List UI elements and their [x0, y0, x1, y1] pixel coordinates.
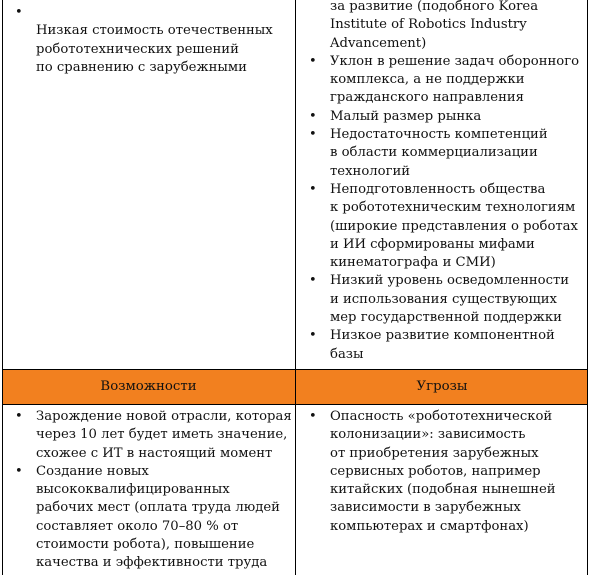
bullet-icon: • [309, 409, 317, 424]
list-item-text: Неподготовленность общества к робототехническим технологиям (широкие представления о роботах и ИИ сформированы мифами кинематографа и СМИ) [330, 181, 578, 271]
list-item [309, 108, 585, 126]
list-item [309, 126, 585, 181]
bullet-icon: • [309, 53, 317, 69]
list-item-text: Недостаточность компетенций в области коммерциализации технологий [330, 127, 548, 179]
opportunities-list [15, 408, 292, 573]
list-item [15, 463, 292, 573]
list-item-text: Создание новых высококвалифицированных рабочих мест (оплата труда людей составляет около 70–80 % от стоимости робота), повышение качества и эффективности труда [36, 463, 280, 571]
list-item [309, 53, 585, 108]
table-border-left [2, 0, 3, 575]
list-item [309, 327, 585, 364]
list-item-text: Зарождение новой отрасли, которая через 10 лет будет иметь значение, схожее с ИТ в настоящий момент [36, 409, 292, 461]
bullet-icon: • [309, 181, 317, 197]
opportunities-cell [15, 408, 292, 573]
strengths-list [15, 4, 291, 77]
list-item-text: Уклон в решение задач оборонного комплекса, а не поддержки гражданского направления [330, 53, 580, 106]
threats-cell [309, 408, 585, 536]
threats-header: Угрозы [416, 379, 468, 394]
table-border-right [587, 0, 588, 575]
list-item-text: Низкий уровень осведомленности и использования существующих мер государственной поддержки [330, 273, 570, 326]
row-divider-bottom-header [2, 404, 588, 405]
list-item-text: Малый размер рынка [330, 108, 482, 124]
threats-list [309, 408, 585, 536]
bullet-icon: • [309, 273, 317, 289]
list-item [309, 181, 585, 272]
bullet-icon: • [15, 409, 23, 424]
list-item-text: Низкое развитие компонентной базы [330, 328, 555, 362]
column-divider [295, 0, 296, 575]
bullet-icon: • [309, 127, 317, 143]
bullet-icon: • [15, 463, 23, 479]
swot-table [2, 0, 588, 575]
bullet-icon: • [309, 328, 317, 344]
weaknesses-list [309, 53, 585, 364]
list-item [15, 408, 292, 463]
bullet-icon: • [15, 5, 23, 20]
weakness-continuation-text: за развитие (подобного Korea Institute of Robotics Industry Advancement) [330, 0, 539, 51]
row-divider-top-header [2, 369, 588, 370]
weaknesses-cell [309, 0, 585, 364]
opportunities-header: Возможности [100, 379, 197, 394]
bullet-icon: • [309, 108, 317, 124]
list-item-text: Опасность «робототехнической колонизации»: зависимость от приобретения зарубежных сервисных роботов, например китайских (подобная нынешней зависимости в зарубежных компьютерах и смартфонах) [330, 409, 556, 534]
list-item [309, 408, 585, 536]
strengths-cell [15, 4, 291, 77]
list-item-text: Низкая стоимость отечественных робототехнических решений по сравнению с зарубежными [36, 23, 273, 75]
list-item [309, 272, 585, 327]
list-item [15, 4, 291, 77]
